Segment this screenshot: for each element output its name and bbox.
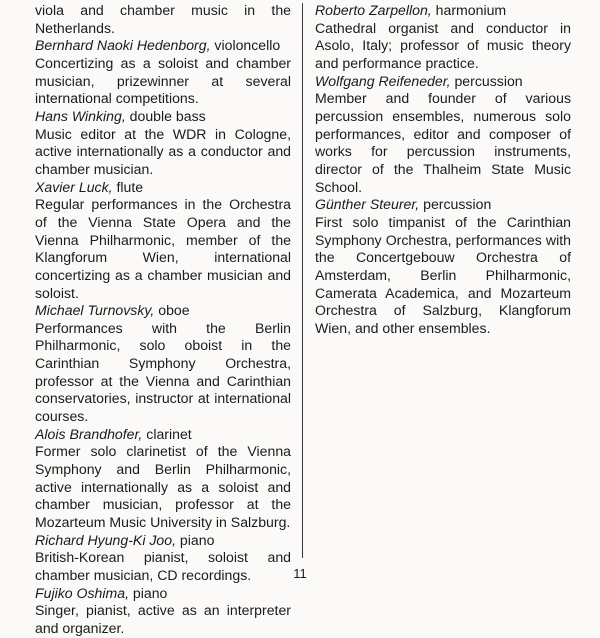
musician-name: Richard Hyung-Ki Joo, bbox=[35, 531, 176, 548]
column-divider bbox=[302, 3, 303, 558]
musician-instrument: double bass bbox=[129, 107, 206, 124]
musician-instrument: piano bbox=[132, 584, 168, 601]
musician-instrument: clarinet bbox=[146, 425, 192, 442]
musician-name: Bernhard Naoki Hedenborg, bbox=[35, 37, 211, 54]
musician-name: Günther Steurer, bbox=[315, 196, 420, 213]
entry-heading bbox=[35, 37, 291, 55]
musician-instrument: violoncello bbox=[214, 37, 281, 54]
musician-description: Performances with the Berlin Philharmonic, solo oboist in the Carinthian Symphony Orchestra, professor at the Vienna and Carinthian conservatories, instructor at international courses. bbox=[35, 319, 291, 425]
musician-entry bbox=[35, 426, 291, 532]
continued-text: viola and chamber music in the Netherlands. bbox=[35, 2, 291, 36]
musician-entry bbox=[35, 302, 291, 426]
entry-heading bbox=[315, 196, 571, 214]
musician-entry bbox=[315, 196, 571, 337]
musician-instrument: piano bbox=[179, 531, 215, 548]
musician-description: Singer, pianist, active as an interpreter and organizer. bbox=[35, 602, 291, 636]
musician-description: Former solo clarinetist of the Vienna Symphony and Berlin Philharmonic, active internationally as a soloist and chamber musician, professor at the Mozarteum Music University in Salzburg. bbox=[35, 443, 291, 531]
entry-heading bbox=[35, 302, 291, 320]
musician-description: First solo timpanist of the Carinthian Symphony Orchestra, performances with the Concertgebouw Orchestra of Amsterdam, Berlin Philharmonic, Camerata Academica, and Mozarteum Orchestra of Salzburg, Klangforum Wien, and other ensembles. bbox=[315, 213, 571, 336]
musician-description: Regular performances in the Orchestra of the Vienna State Opera and the Vienna Philharmonic, member of the Klangforum Wien, international concertizing as a chamber musician and soloist. bbox=[35, 196, 291, 301]
entry-heading bbox=[35, 426, 291, 444]
musician-name: Michael Turnovsky, bbox=[35, 302, 155, 319]
entry-heading bbox=[35, 179, 291, 197]
musician-entry bbox=[35, 179, 291, 303]
entry-heading bbox=[35, 585, 291, 603]
musician-name: Roberto Zarpellon, bbox=[315, 2, 432, 18]
entry-heading bbox=[315, 73, 571, 91]
entry-heading bbox=[35, 532, 291, 550]
musician-description: Music editor at the WDR in Cologne, active internationally as a conductor and chamber musician. bbox=[35, 125, 291, 177]
musician-instrument: flute bbox=[116, 178, 144, 195]
musician-entry bbox=[315, 2, 571, 73]
musician-name: Fujiko Oshima, bbox=[35, 584, 129, 601]
musician-description: Concertizing as a soloist and chamber musician, prizewinner at several international competitions. bbox=[35, 54, 291, 107]
musician-name: Alois Brandhofer, bbox=[35, 425, 143, 442]
musician-instrument: percussion bbox=[423, 196, 492, 213]
musician-entry bbox=[35, 37, 291, 108]
musician-entry bbox=[35, 108, 291, 179]
musician-name: Hans Winking, bbox=[35, 107, 126, 124]
musician-description: British-Korean pianist, soloist and chamber musician, CD recordings. bbox=[35, 549, 291, 583]
left-column bbox=[35, 2, 291, 638]
musician-instrument: oboe bbox=[158, 302, 190, 319]
entry-heading bbox=[35, 108, 291, 126]
musician-entry bbox=[315, 73, 571, 197]
musician-instrument: harmonium bbox=[435, 2, 507, 18]
page-number: 11 bbox=[293, 566, 307, 581]
musician-name: Xavier Luck, bbox=[35, 178, 113, 195]
musician-entry bbox=[35, 585, 291, 638]
entry-heading bbox=[315, 2, 571, 20]
musician-instrument: percussion bbox=[454, 72, 523, 89]
musician-name: Wolfgang Reifeneder, bbox=[315, 72, 451, 89]
right-column bbox=[315, 2, 571, 337]
musician-description: Cathedral organist and conductor in Asolo, Italy; professor of music theory and performance practice. bbox=[315, 19, 571, 71]
musician-description: Member and founder of various percussion ensembles, numerous solo performances, editor and composer of works for percussion instruments, director of the Thalheim State Music School. bbox=[315, 90, 571, 195]
